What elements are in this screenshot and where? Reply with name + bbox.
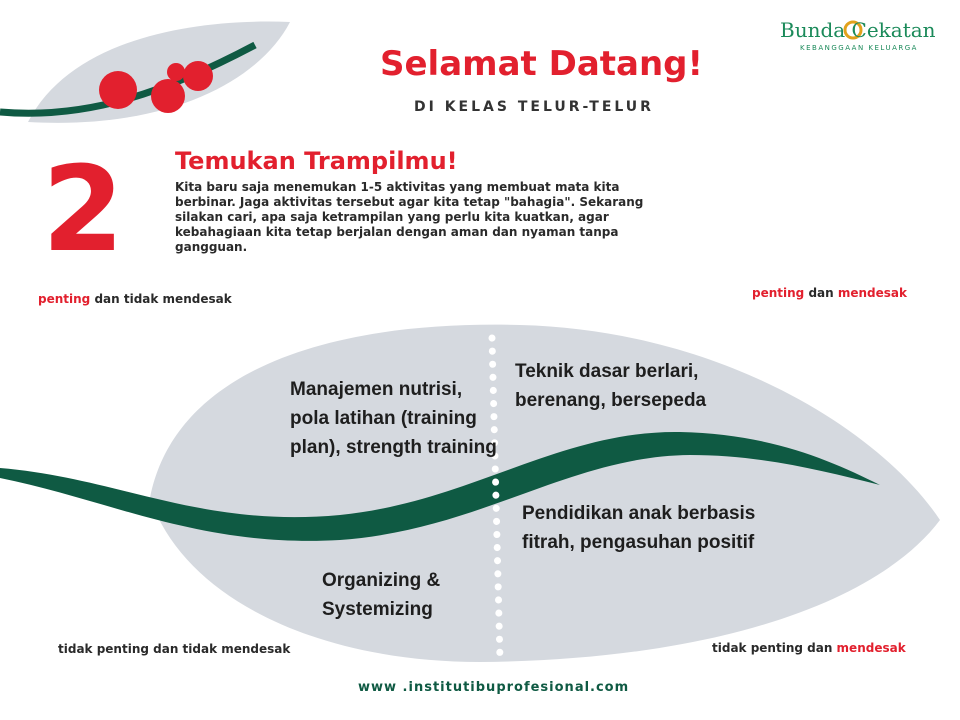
corner-label-top-right <box>752 286 907 300</box>
quadrant-bottom-left-text: Organizing & Systemizing <box>322 570 441 620</box>
corner-text: tidak penting dan <box>712 641 837 655</box>
corner-highlight: penting <box>38 292 91 306</box>
corner-highlight: mendesak <box>837 286 907 300</box>
corner-text: dan tidak mendesak <box>90 292 232 306</box>
red-dot <box>99 71 137 109</box>
step-number: 2 <box>42 140 125 278</box>
corner-text: dan <box>804 286 838 300</box>
footer-url: www .institutibuprofesional.com <box>358 680 630 695</box>
quadrant-top-right-text: Teknik dasar berlari, berenang, bersepeda <box>515 361 707 411</box>
step-description: Kita baru saja menemukan 1-5 aktivitas yang membuat mata kita berbinar. Jaga aktivitas tersebut agar kita tetap "bahagia". Sekarang silakan cari, apa saja ketrampilan yang perlu kita kuatkan, agar kebahagiaan kita tetap berjalan dengan aman dan nyaman tanpa gangguan. <box>175 180 644 254</box>
red-dot <box>151 79 185 113</box>
corner-label-top-left <box>38 292 232 306</box>
red-dot <box>167 63 185 81</box>
red-dot <box>183 61 213 91</box>
logo-brand: Bunda Cekatan <box>780 18 936 42</box>
corner-highlight: penting <box>752 286 805 300</box>
corner-label-bottom-right <box>712 641 906 655</box>
quadrant-bottom-right-text: Pendidikan anak berbasis fitrah, pengasuhan positif <box>522 503 756 553</box>
quadrant-top-left-text: Manajemen nutrisi, pola latihan (training plan), strength training <box>290 379 497 458</box>
logo-tagline: KEBANGGAAN KELUARGA <box>800 44 918 52</box>
page-title: Selamat Datang! <box>380 44 704 84</box>
page-subtitle: DI KELAS TELUR-TELUR <box>414 99 654 115</box>
corner-text: tidak penting dan tidak mendesak <box>58 642 291 656</box>
corner-label-bottom-left <box>58 642 290 656</box>
step-title: Temukan Trampilmu! <box>175 147 458 175</box>
corner-highlight: mendesak <box>836 641 906 655</box>
